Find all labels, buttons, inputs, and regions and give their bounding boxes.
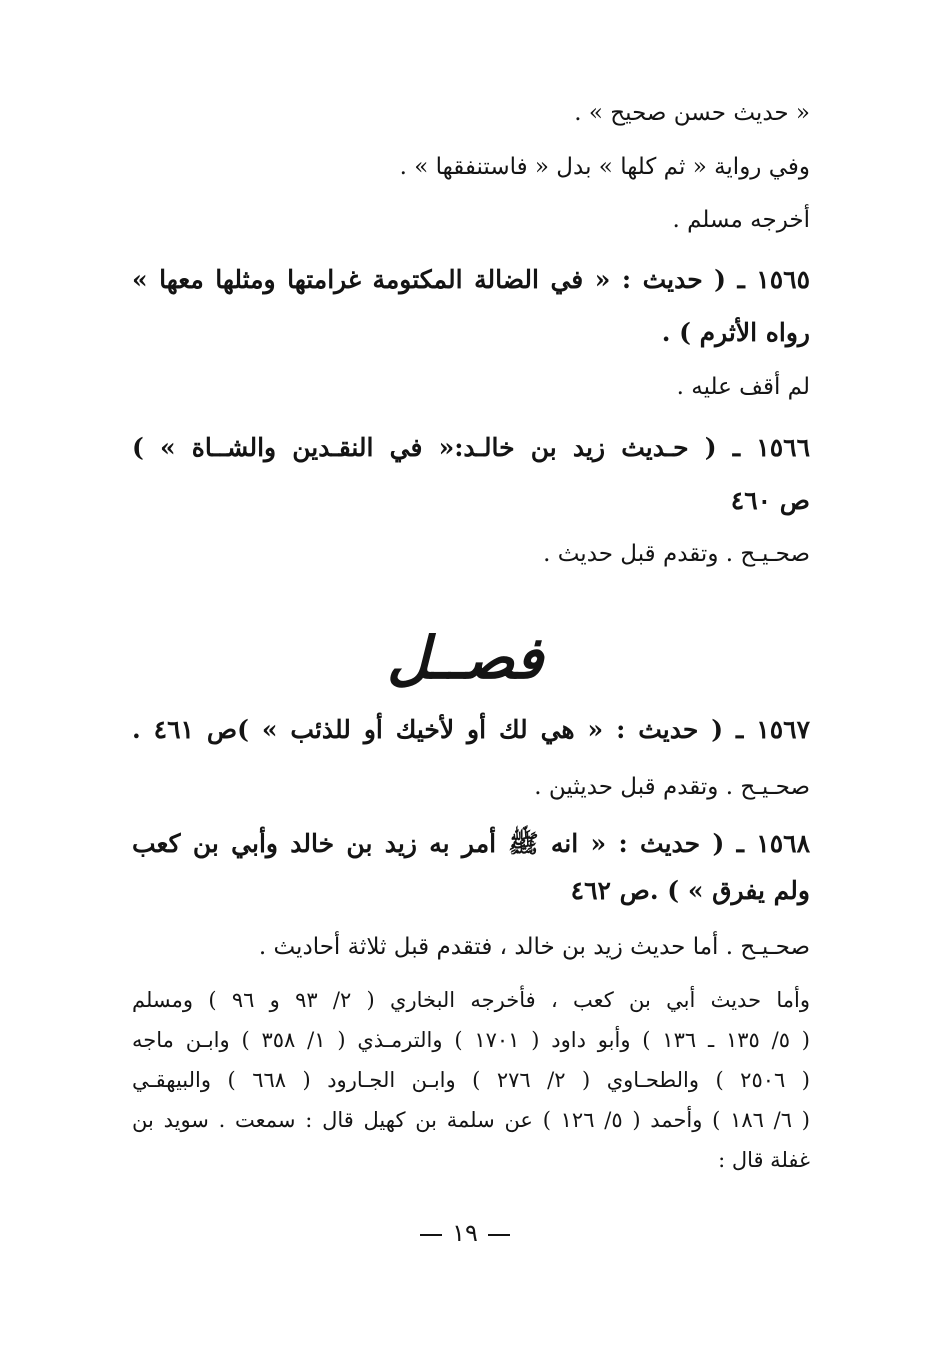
hadith-1568-title-cont: ولم يفرق » ) .ص ٤٦٢ bbox=[570, 876, 810, 905]
footer-dash-right bbox=[488, 1234, 510, 1236]
takhrij-line-4: ( ٦/ ١٨٦ ) وأحمد ( ٥/ ١٢٦ ) عن سلمة بن كهيل قال : سمعت . سويد بن bbox=[132, 1108, 810, 1132]
takhrij-line-5: غفلة قال : bbox=[718, 1148, 810, 1172]
page-footer bbox=[0, 1216, 930, 1250]
takhrij-line-1: وأما حديث أبي بن كعب ، فأخرجه البخاري ( ٢/ ٩٣ و ٩٦ ) ومسلم bbox=[132, 988, 810, 1012]
hadith-1565-verdict: لم أقف عليه . bbox=[676, 374, 810, 400]
page-number: ١٩ bbox=[452, 1219, 478, 1247]
takhrij-line-3: ( ٢٥٠٦ ) والطحـاوي ( ٢/ ٢٧٦ ) وابـن الجـارود ( ٦٦٨ ) والبيهقـي bbox=[132, 1068, 810, 1092]
section-heading: فصــل bbox=[387, 624, 543, 692]
text-line-2: وفي رواية « ثم كلها » بدل « فاستنفقها » . bbox=[399, 154, 810, 180]
hadith-1567-verdict: صحـيـح . وتقدم قبل حديثين . bbox=[534, 774, 810, 800]
hadith-1567-title: ١٥٦٧ ـ ( حديث : « هي لك أو لأخيك أو للذئب » )ص ٤٦١ . bbox=[132, 715, 810, 744]
hadith-1568-verdict: صحـيـح . أما حديث زيد بن خالد ، فتقدم قبل ثلاثة أحاديث . bbox=[258, 934, 810, 960]
text-line-1: « حديث حسن صحيح » . bbox=[574, 100, 810, 126]
text-line-3: أخرجه مسلم . bbox=[672, 207, 810, 233]
footer-dash-left bbox=[420, 1234, 442, 1236]
hadith-1565-title-cont: رواه الأثرم ) . bbox=[661, 318, 810, 347]
hadith-1566-verdict: صحـيـح . وتقدم قبل حديث . bbox=[543, 541, 810, 567]
hadith-1565-title: ١٥٦٥ ـ ( حديث : « في الضالة المكتومة غرامتها ومثلها معها » bbox=[132, 265, 810, 294]
takhrij-line-2: ( ٥/ ١٣٥ ـ ١٣٦ ) وأبو داود ( ١٧٠١ ) والترمـذي ( ١/ ٣٥٨ ) وابـن ماجه bbox=[132, 1028, 810, 1052]
hadith-1566-title-cont: ص ٤٦٠ bbox=[730, 486, 810, 515]
hadith-1568-title: ١٥٦٨ ـ ( حديث : « انه ﷺ أمر به زيد بن خالد وأبي بن كعب bbox=[132, 829, 810, 858]
hadith-1566-title: ١٥٦٦ ـ ( حـديث زيد بن خالـد:« في النقـدين والشــاة » ) bbox=[132, 433, 810, 462]
